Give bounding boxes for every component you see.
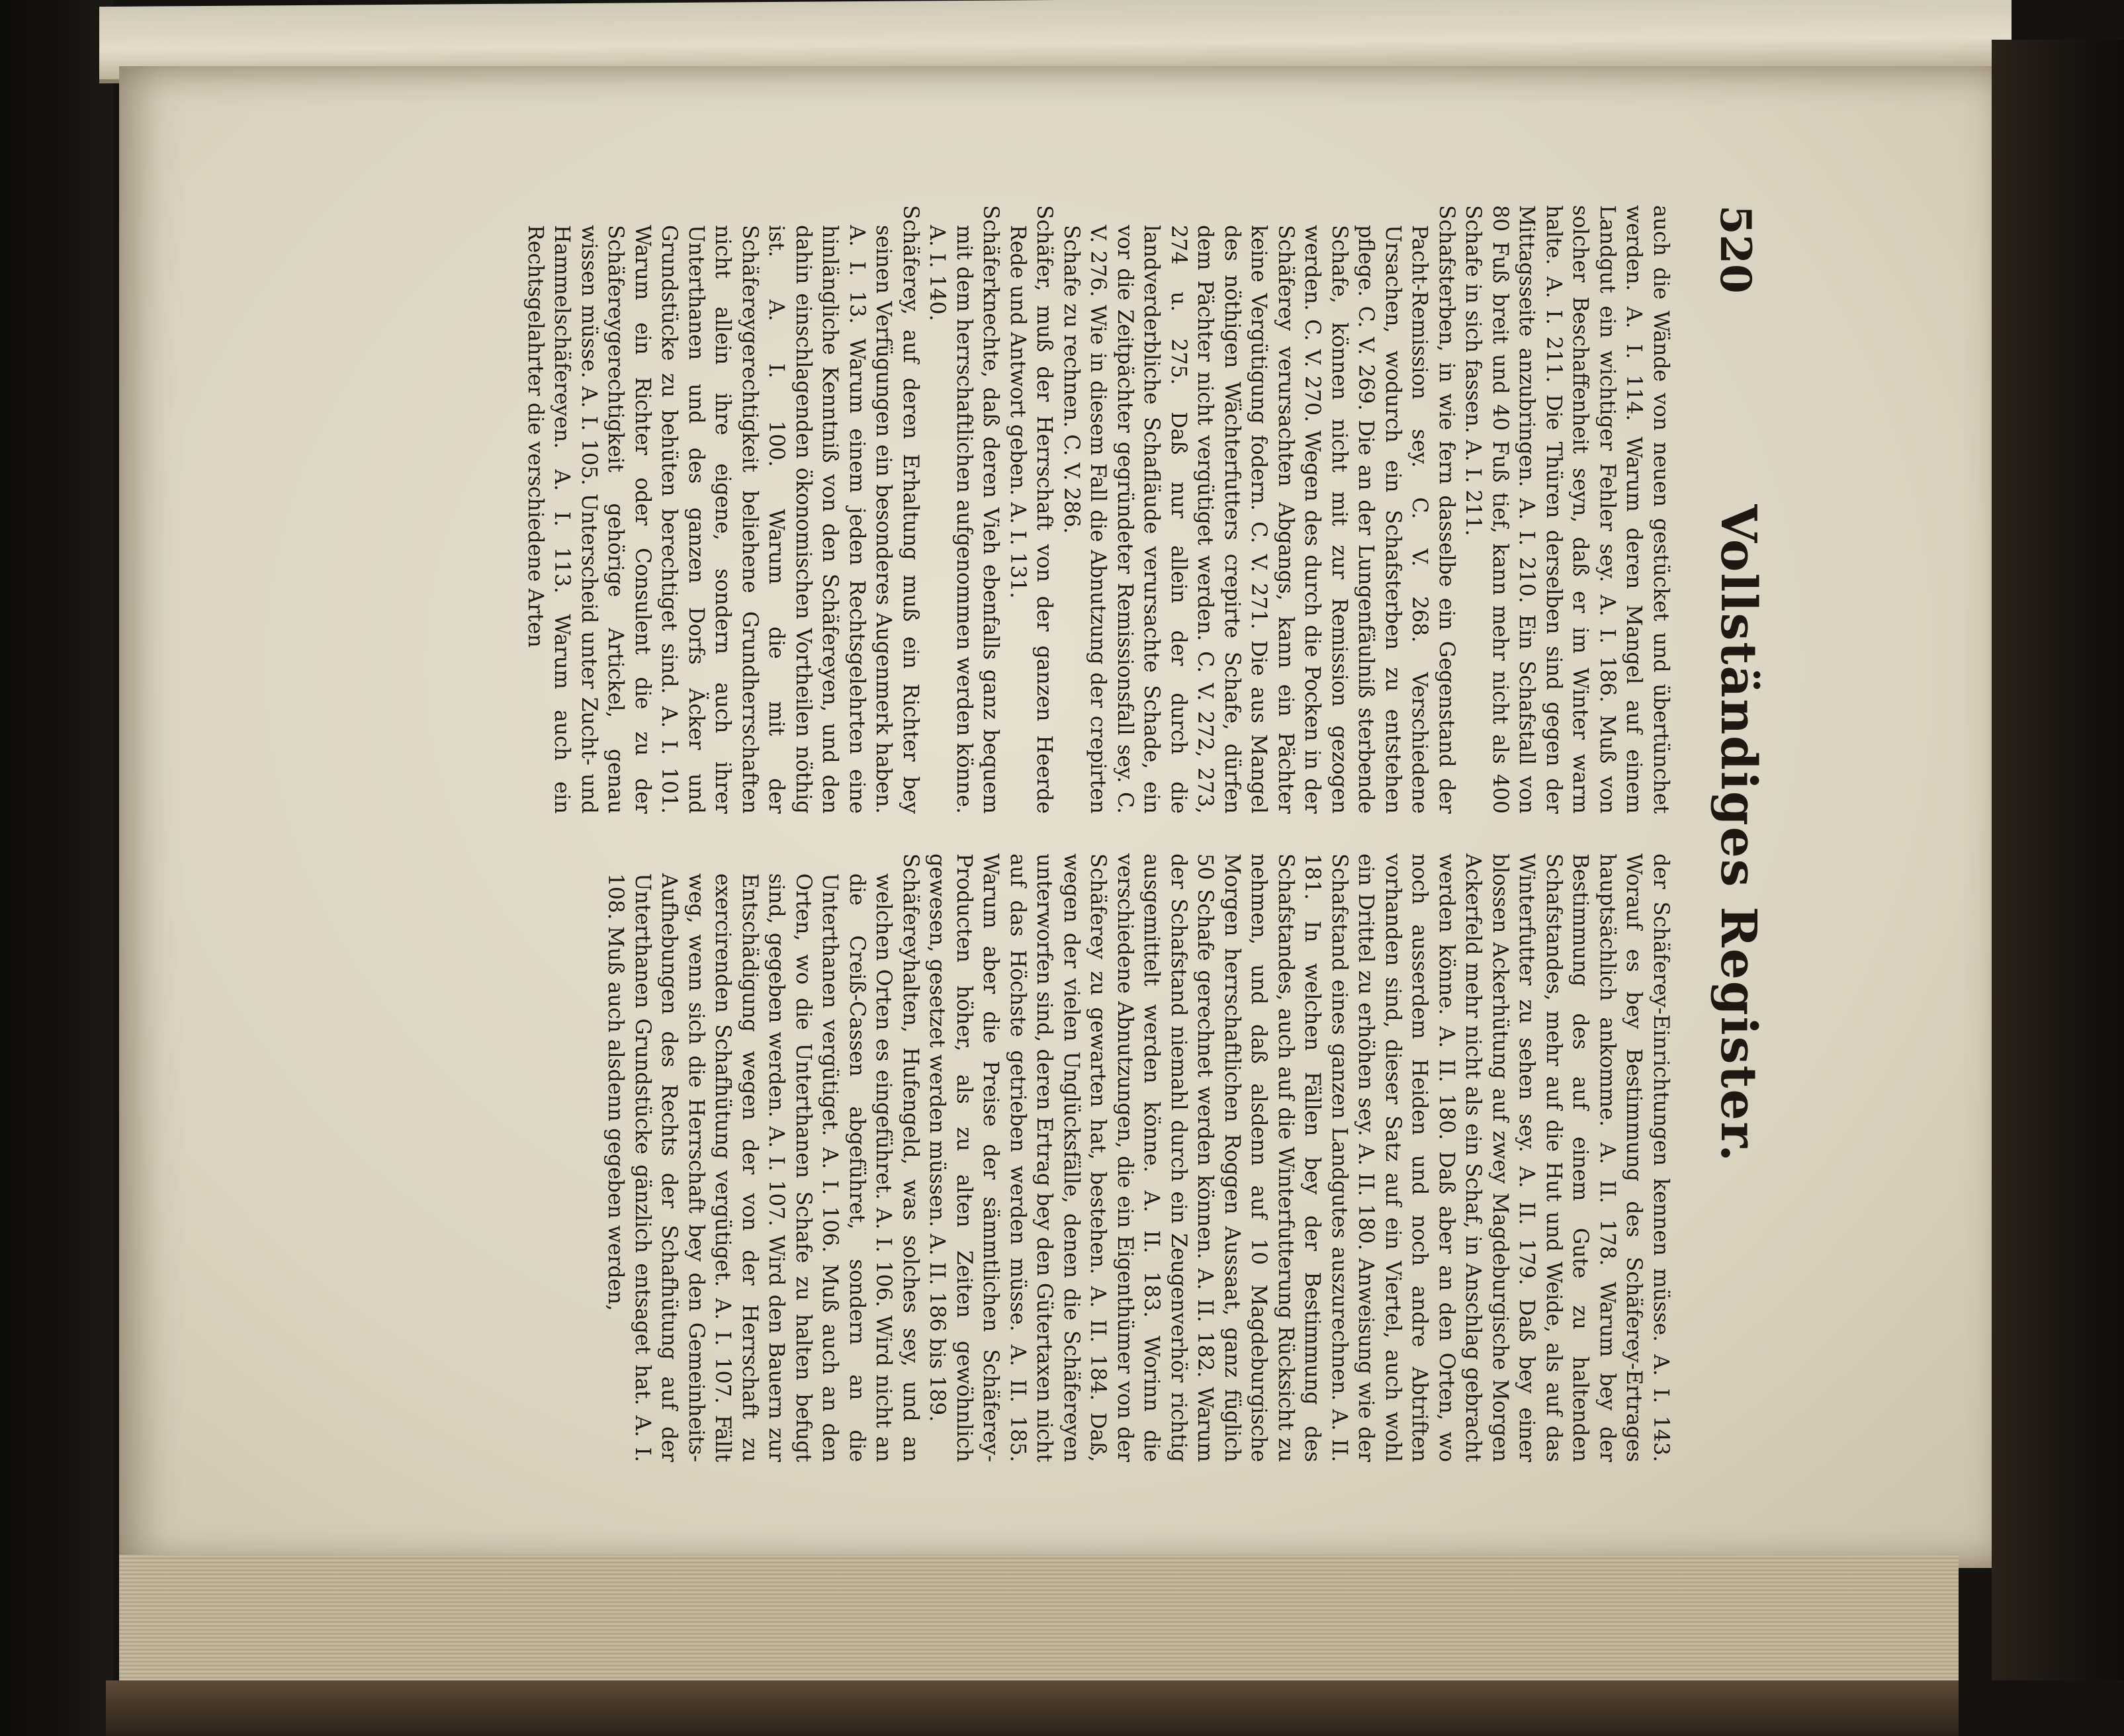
paragraph: Schäferey, auf deren Erhaltung muß ein Richter bey seinen Verfügungen ein besonderes Augenmerk haben. A. I. 13. Warum einem jeden Rechtsgelehrten eine hinlängliche Kenntniß von den Schäfereyen, und den dahin einschlagenden ökonomischen Vortheilen nöthig ist. A. I. 100. Warum die mit der Schäfereygerechtigkeit beliehene Grundherrschaften nicht allein ihre eigene, sondern auch ihrer Unterthanen und des ganzen Dorfs Äcker und Grundstücke zu behüten berechtiget sind. A. I. 101. Warum ein Richter oder Consulent die zu der Schäfereygerechtigkeit gehörige Artickel, genau wissen müsse. A. I. 105. Unterscheid unter Zucht- und Hammelschäfereyen. A. I. 113. Warum auch ein Rechtsgelahrter die verschiedene Arten (523, 205, 922, 814)
right-column (522, 853, 1675, 1462)
paragraph: Schäfereyhalten, Hufengeld, was solches sey, und an welchen Orten es eingeführet. A. I. 106. Wird nicht an die Creiß-Cassen abgeführet, sondern an die Unterthanen vergütiget. A. I. 106. Muß auch an den Orten, wo die Unterthanen Schafe zu halten befugt sind, gegeben werden. A. I. 107. Wird den Bauern zur Entschädigung wegen der von der Herrschaft zu exercirenden Schafhütung vergütiget. A. I. 107. Fällt weg, wenn sich die Herrschaft bey den Gemeinheits-Aufhebungen des Rechts der Schafhütung auf der Unterthanen Grundstücke gänzlich entsaget hat. A. I. 108. Muß auch alsdenn gegeben werden, (603, 853, 922, 1462)
left-column (522, 205, 1675, 814)
book-cover (1992, 40, 2124, 1680)
book-spine (106, 1680, 1959, 1736)
page-fore-edge (119, 1555, 1959, 1694)
page-header (1687, 205, 1773, 1462)
paragraph: Schafsterben, in wie fern dasselbe ein Gegenstand der Pacht-Remission sey. C. V. 268. Verschiedene Ursachen, wodurch ein Schafsterben zu entstehen pflege. C. V. 269. Die an der Lungenfäulniß sterbende Schafe, können nicht mit zur Remission gezogen werden. C. V. 270. Wegen des durch die Pocken in der Schäferey verursachten Abgangs, kann ein Pächter keine Vergütigung fodern. C. V. 271. Die aus Mangel des nöthigen Wächterfutters crepirte Schafe, dürfen dem Pächter nicht vergütiget werden. C. V. 272, 273, 274 u. 275. Daß nur allein der durch die landverderbliche Schafläude verursachte Schade, ein vor die Zeitpächter gegründeter Remissionsfall sey. C. V. 276. Wie in diesem Fall die Abnutzung der crepirten Schafe zu rechnen. C. V. 286. (1059, 205, 1458, 814)
paragraph: der Schäferey-Einrichtungen kennen müsse. A. I. 143. Worauf es bey Bestimmung des Schäferey-Ertrages hauptsächlich ankomme. A. II. 178. Warum bey der Bestimmung des auf einem Gute zu haltenden Schafstandes, mehr auf die Hut und Weide, als auf das Winterfutter zu sehen sey. A. II. 179. Daß bey einer blossen Ackerhütung auf zwey Magdeburgische Morgen Ackerfeld mehr nicht als ein Schaf, in Anschlag gebracht werden könne. A. II. 180. Daß aber an den Orten, wo noch ausserdem Heiden und noch andre Abtriften vorhanden sind, dieser Satz auf ein Viertel, auch wohl ein Drittel zu erhöhen sey. A. II. 180. Anweisung wie der Schafstand eines ganzen Landgutes auszurechnen. A. II. 181. In welchen Fällen bey der Bestimmung des Schafstandes, auch auf die Winterfutterung Rücksicht zu nehmen, und daß alsdenn auf 10 Magdeburgische Morgen herrschaftlichen Roggen Aussaat, ganz füglich 50 Schafe gerechnet werden können. A. II. 182. Warum der Schafstand niemahl durch ein Zeugenverhör richtig ausgemittelt werden könne. A. II. 183. Worinn die verschiedene Abnutzungen, die ein Eigenthümer von der Schäferey zu gewarten hat, bestehen. A. II. 184. Daß, wegen der vielen Unglücksfälle, denen die Schäfereyen unterworfen sind, deren Ertrag bey den Gütertaxen nicht auf das Höchste getrieben werden müsse. A. II. 185. Warum aber die Preise der sämmtlichen Schäferey-Producten höher, als zu alten Zeiten gewöhnlich gewesen, gesetzet werden müssen. A. II. 186 bis 189. (925, 853, 1673, 1462)
page-text-block (285, 205, 1773, 1462)
paragraph: Schäferknechte, daß deren Vieh ebenfalls ganz bequem mit dem herrschaftlichen aufgenommen werden könne. A. I. 140. (925, 205, 1003, 814)
page-number: 520 (1710, 205, 1760, 294)
book-shadow-left (0, 0, 112, 1736)
paragraph: auch die Wände von neuen gestücket und übertünchet werden. A. I. 114. Warum deren Mangel auf einem Landgut ein wichtiger Fehler sey. A. I. 186. Muß von solcher Beschaffenheit seyn, daß er im Winter warm halte. A. I. 211. Die Thüren derselben sind gegen der Mittagsseite anzubringen. A. I. 210. Ein Schafstall von 80 Fuß breit und 40 Fuß tief, kann mehr nicht als 400 Schafe in sich fassen. A. I. 211. (1461, 205, 1673, 814)
paragraph: Schäfer, muß der Herrschaft von der ganzen Heerde Rede und Antwort geben. A. I. 131. (1006, 205, 1057, 814)
running-title: Vollständiges Register. (1710, 504, 1767, 1163)
text-columns (522, 205, 1675, 1462)
